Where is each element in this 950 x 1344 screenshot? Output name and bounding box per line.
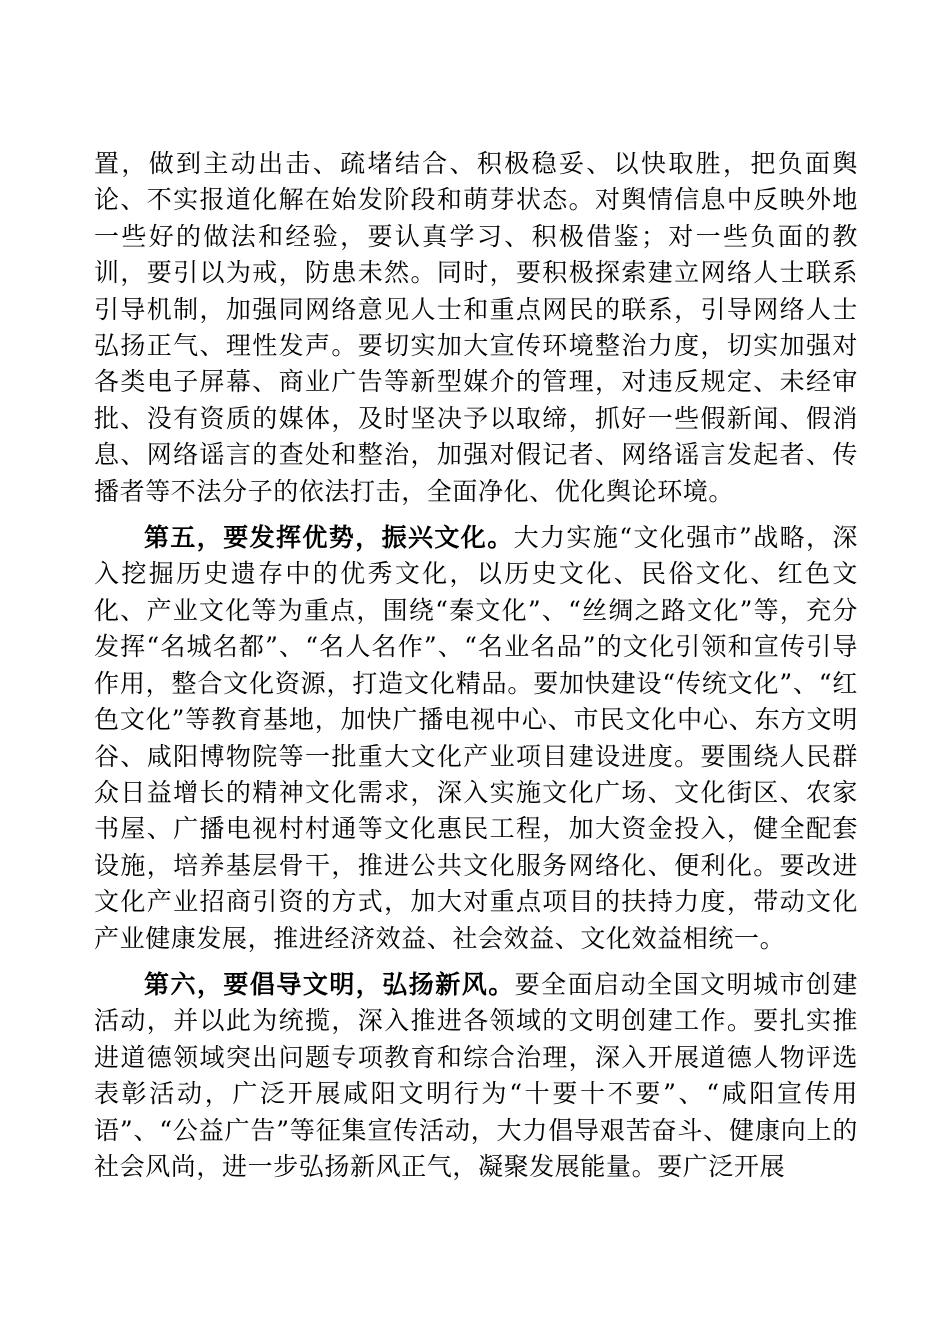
paragraph-continuation (94, 146, 858, 510)
paragraph-body: 大力实施“文化强市”战略，深入挖掘历史遗存中的优秀文化，以历史文化、民俗文化、红色文化、产业文化等为重点，围绕“秦文化”、“丝绸之路文化”等，充分发挥“名城名都”、“名人名作”、“名业名品”的文化引领和宣传引导作用，整合文化资源，打造文化精品。要加快建设“传统文化”、“红色文化”等教育基地，加快广播电视中心、市民文化中心、东方文明谷、咸阳博物院等一批重大文化产业项目建设进度。要围绕人民群众日益增长的精神文化需求，深入实施文化广场、文化街区、农家书屋、广播电视村村通等文化惠民工程，加大资金投入，健全配套设施，培养基层骨干，推进公共文化服务网络化、便利化。要改进文化产业招商引资的方式，加大对重点项目的扶持力度，带动文化产业健康发展，推进经济效益、社会效益、文化效益相统一。 (94, 523, 858, 953)
paragraph-section-five (94, 520, 858, 957)
paragraph-body: 要全面启动全国文明城市创建活动，并以此为统揽，深入推进各领域的文明创建工作。要扎实推进道德领域突出问题专项教育和综合治理，深入开展道德人物评选表彰活动，广泛开展咸阳文明行为“十要十不要”、“咸阳宣传用语”、“公益广告”等征集宣传活动，大力倡导艰苦奋斗、健康向上的社会风尚，进一步弘扬新风正气，凝聚发展能量。要广泛开展 (94, 969, 858, 1181)
section-heading: 第五，要发挥优势，振兴文化。 (144, 523, 514, 553)
paragraph-section-six (94, 967, 858, 1185)
document-page (94, 146, 858, 1185)
paragraph-body: 置，做到主动出击、疏堵结合、积极稳妥、以快取胜，把负面舆论、不实报道化解在始发阶段和萌芽状态。对舆情信息中反映外地一些好的做法和经验，要认真学习、积极借鉴；对一些负面的教训，要引以为戒，防患未然。同时，要积极探索建立网络人士联系引导机制，加强同网络意见人士和重点网民的联系，引导网络人士弘扬正气、理性发声。要切实加大宣传环境整治力度，切实加强对各类电子屏幕、商业广告等新型媒介的管理，对违反规定、未经审批、没有资质的媒体，及时坚决予以取缔，抓好一些假新闻、假消息、网络谣言的查处和整治，加强对假记者、网络谣言发起者、传播者等不法分子的依法打击，全面净化、优化舆论环境。 (94, 149, 858, 506)
section-heading: 第六，要倡导文明，弘扬新风。 (144, 969, 515, 999)
